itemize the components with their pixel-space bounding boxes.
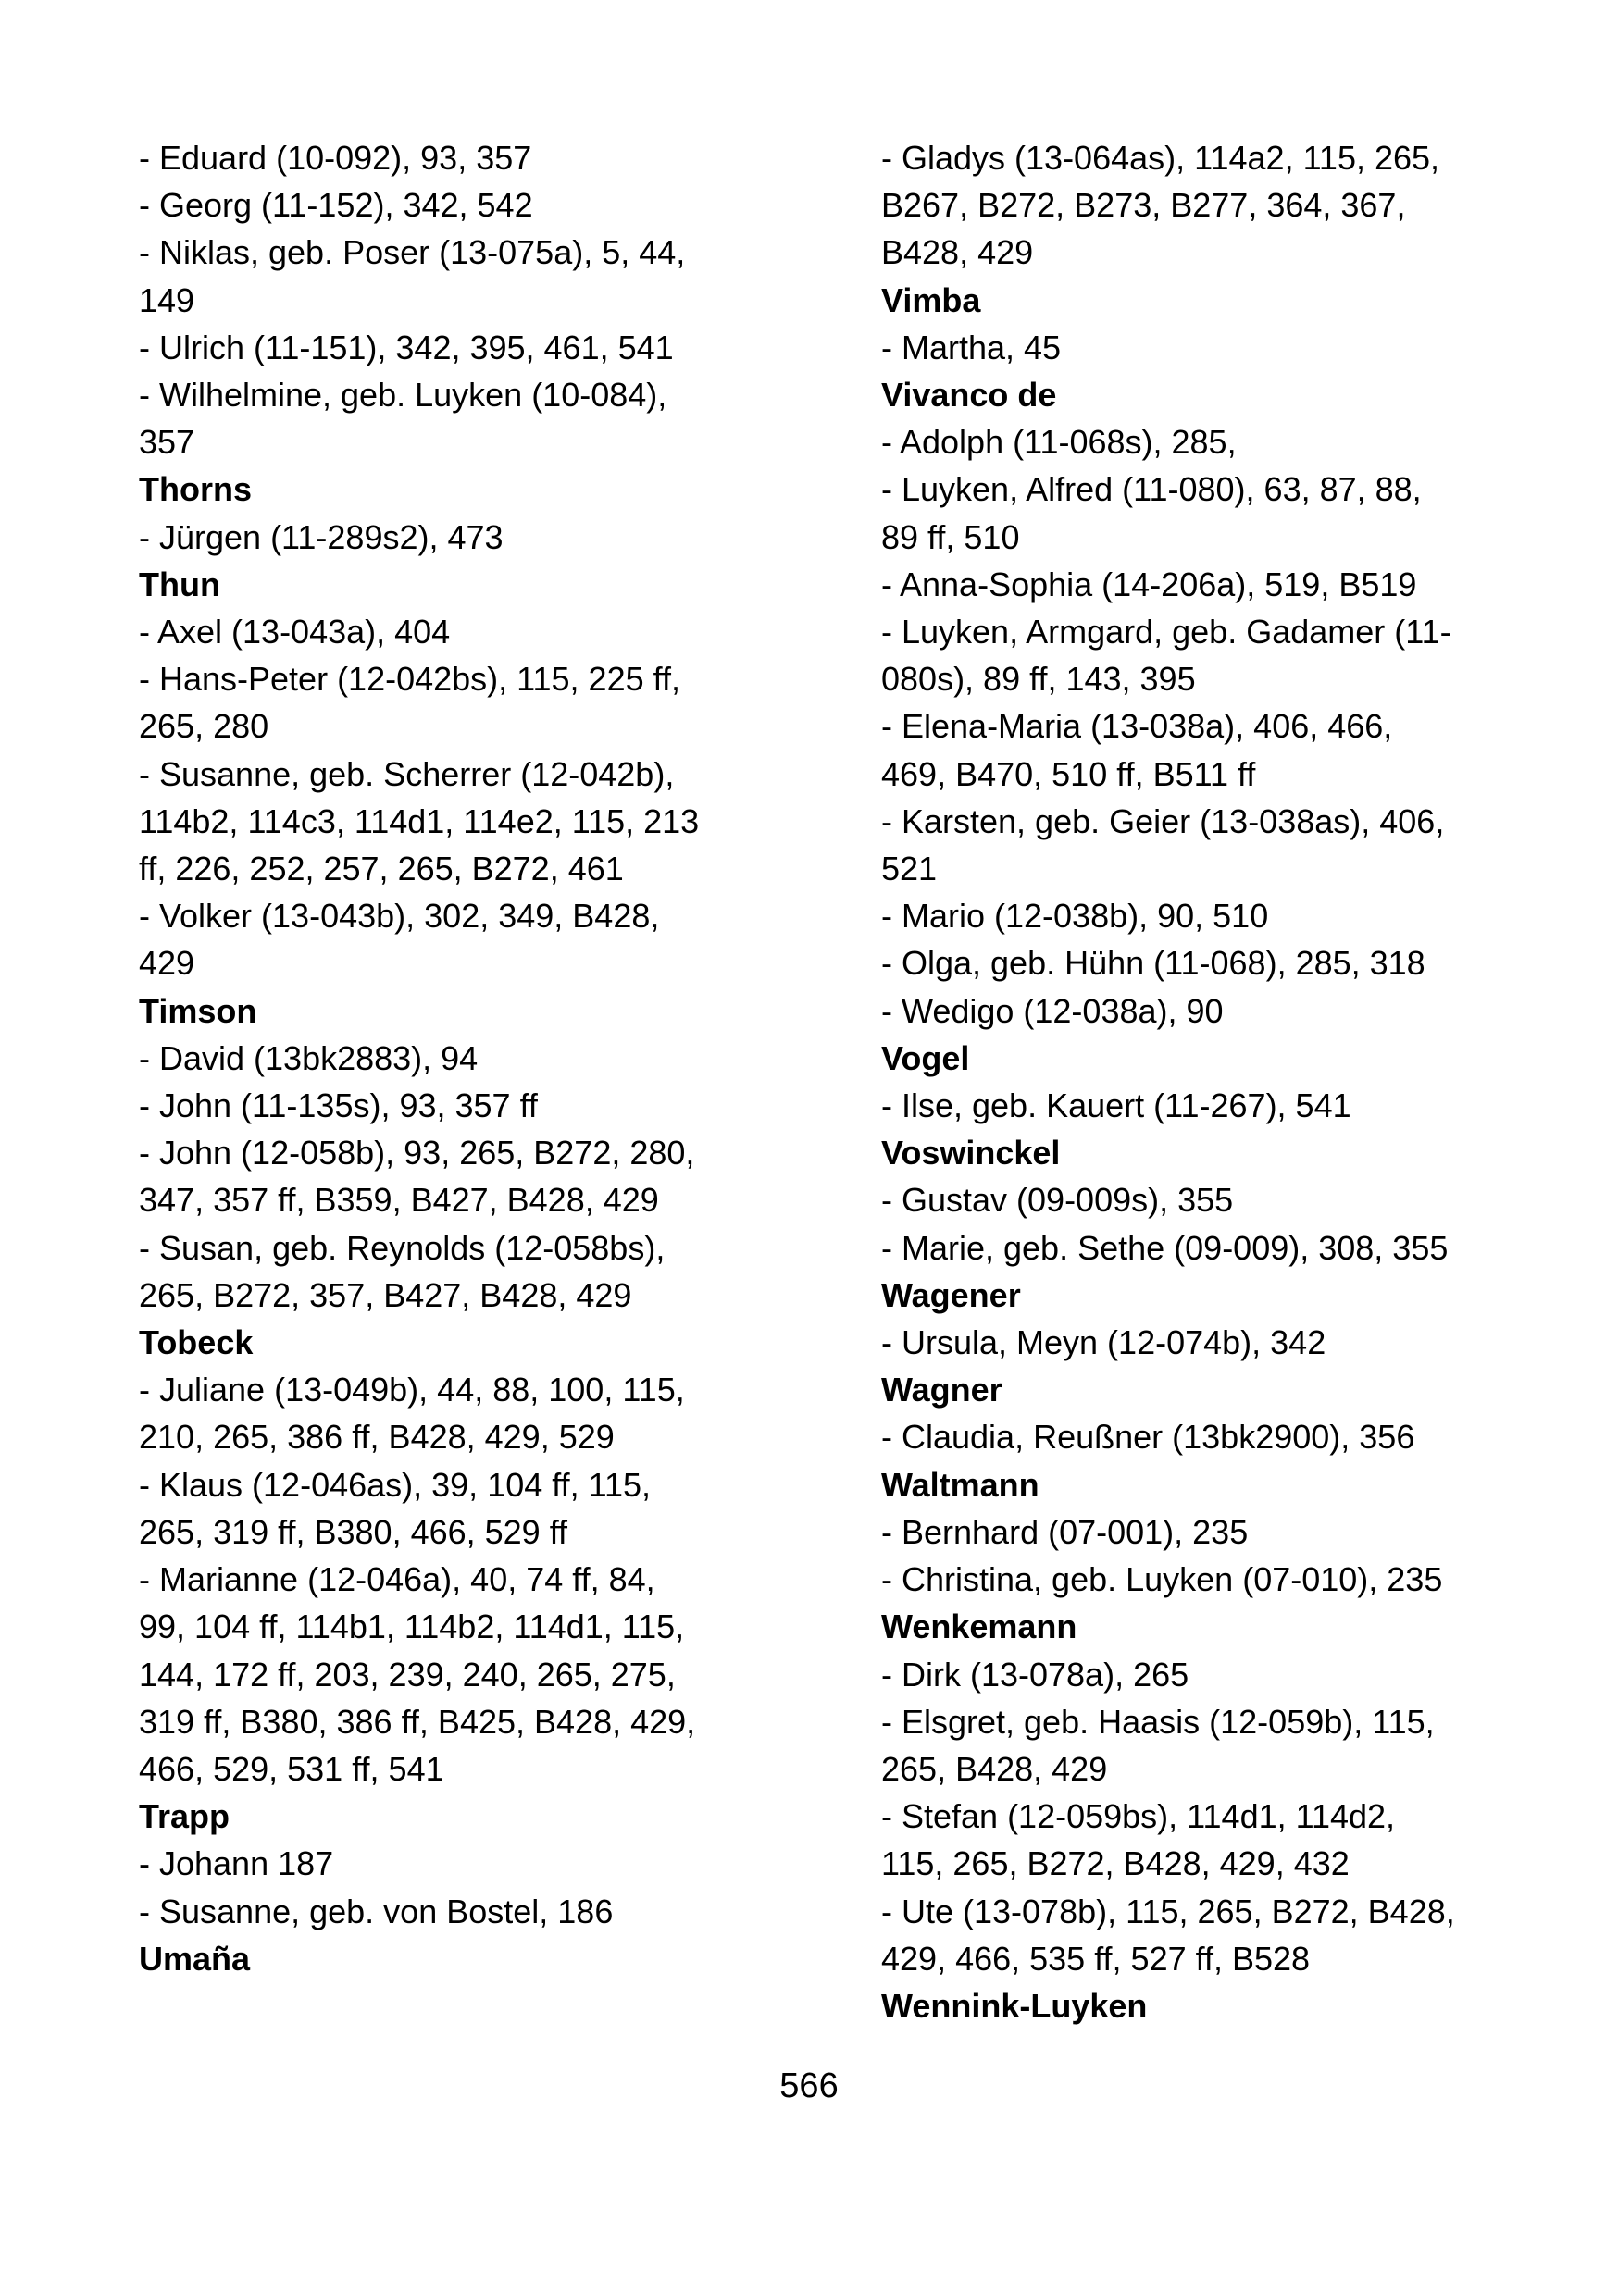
index-entry: - Dirk (13-078a), 265 bbox=[881, 1655, 1189, 1694]
index-entry: B267, B272, B273, B277, 364, 367, bbox=[881, 186, 1406, 225]
index-entry: - David (13bk2883), 94 bbox=[139, 1038, 479, 1077]
surname-heading: Vogel bbox=[881, 1038, 970, 1077]
index-entry: - Ilse, geb. Kauert (11-267), 541 bbox=[881, 1086, 1351, 1125]
surname-heading: Wagner bbox=[881, 1371, 1002, 1409]
surname-heading: Trapp bbox=[139, 1797, 230, 1836]
surname-heading: Vivanco de bbox=[881, 376, 1057, 415]
index-entry: - Gustav (09-009s), 355 bbox=[881, 1181, 1234, 1220]
surname-heading: Timson bbox=[139, 991, 257, 1030]
index-entry: 521 bbox=[881, 850, 938, 888]
index-entry: - Klaus (12-046as), 39, 104 ff, 115, bbox=[139, 1465, 652, 1504]
index-entry: 265, 319 ff, B380, 466, 529 ff bbox=[139, 1512, 568, 1551]
index-entry: - Wedigo (12-038a), 90 bbox=[881, 991, 1224, 1030]
index-entry: 429 bbox=[139, 944, 195, 983]
index-entry: - Stefan (12-059bs), 114d1, 114d2, bbox=[881, 1797, 1396, 1836]
index-entry: 149 bbox=[139, 280, 195, 319]
surname-heading: Vimba bbox=[881, 280, 981, 319]
index-entry: 357 bbox=[139, 423, 195, 462]
surname-heading: Thorns bbox=[139, 470, 252, 509]
index-entry: 210, 265, 386 ff, B428, 429, 529 bbox=[139, 1418, 615, 1457]
page-number: 566 bbox=[779, 2066, 839, 2105]
index-entry: - Elsgret, geb. Haasis (12-059b), 115, bbox=[881, 1702, 1435, 1741]
surname-heading: Wagener bbox=[881, 1275, 1021, 1314]
index-entry: 347, 357 ff, B359, B427, B428, 429 bbox=[139, 1181, 659, 1220]
index-entry: - Luyken, Alfred (11-080), 63, 87, 88, bbox=[881, 470, 1422, 509]
index-entry: - Marie, geb. Sethe (09-009), 308, 355 bbox=[881, 1228, 1449, 1267]
index-entry: - Ursula, Meyn (12-074b), 342 bbox=[881, 1323, 1326, 1362]
index-entry: 080s), 89 ff, 143, 395 bbox=[881, 660, 1196, 699]
index-entry: 466, 529, 531 ff, 541 bbox=[139, 1749, 444, 1788]
surname-heading: Umaña bbox=[139, 1939, 251, 1978]
index-entry: - Wilhelmine, geb. Luyken (10-084), bbox=[139, 376, 667, 415]
index-entry: - Hans-Peter (12-042bs), 115, 225 ff, bbox=[139, 660, 680, 699]
index-entry: - Axel (13-043a), 404 bbox=[139, 613, 451, 652]
index-entry: - Susan, geb. Reynolds (12-058bs), bbox=[139, 1228, 666, 1267]
index-entry: - Luyken, Armgard, geb. Gadamer (11- bbox=[881, 613, 1451, 652]
index-entry: - Susanne, geb. von Bostel, 186 bbox=[139, 1892, 614, 1930]
index-entry: - Adolph (11-068s), 285, bbox=[881, 423, 1237, 462]
index-entry: 115, 265, B272, B428, 429, 432 bbox=[881, 1844, 1350, 1883]
index-entry: - Susanne, geb. Scherrer (12-042b), bbox=[139, 754, 675, 793]
index-entry: - Volker (13-043b), 302, 349, B428, bbox=[139, 897, 660, 936]
index-entry: - Gladys (13-064as), 114a2, 115, 265, bbox=[881, 139, 1440, 177]
surname-heading: Thun bbox=[139, 565, 220, 603]
index-entry: 99, 104 ff, 114b1, 114b2, 114d1, 115, bbox=[139, 1607, 685, 1646]
index-entry: - Mario (12-038b), 90, 510 bbox=[881, 897, 1269, 936]
index-entry: ff, 226, 252, 257, 265, B272, 461 bbox=[139, 850, 624, 888]
index-entry: B428, 429 bbox=[881, 233, 1034, 272]
index-entry: - Marianne (12-046a), 40, 74 ff, 84, bbox=[139, 1560, 655, 1599]
index-entry: - Olga, geb. Hühn (11-068), 285, 318 bbox=[881, 944, 1425, 983]
index-entry: - Juliane (13-049b), 44, 88, 100, 115, bbox=[139, 1371, 685, 1409]
index-entry: 114b2, 114c3, 114d1, 114e2, 115, 213 bbox=[139, 801, 700, 840]
surname-heading: Voswinckel bbox=[881, 1134, 1061, 1173]
surname-heading: Wennink-Luyken bbox=[881, 1986, 1148, 2025]
index-entry: - Martha, 45 bbox=[881, 328, 1062, 366]
index-entry: - Anna-Sophia (14-206a), 519, B519 bbox=[881, 565, 1417, 603]
index-entry: - Christina, geb. Luyken (07-010), 235 bbox=[881, 1560, 1443, 1599]
index-column-left bbox=[139, 134, 750, 1982]
index-entry: - Georg (11-152), 342, 542 bbox=[139, 186, 533, 225]
index-entry: 319 ff, B380, 386 ff, B425, B428, 429, bbox=[139, 1702, 696, 1741]
index-entry: - John (12-058b), 93, 265, B272, 280, bbox=[139, 1134, 695, 1173]
index-entry: - Jürgen (11-289s2), 473 bbox=[139, 517, 504, 556]
index-entry: 429, 466, 535 ff, 527 ff, B528 bbox=[881, 1939, 1311, 1978]
surname-heading: Wenkemann bbox=[881, 1607, 1077, 1646]
index-entry: - Bernhard (07-001), 235 bbox=[881, 1512, 1249, 1551]
surname-heading: Waltmann bbox=[881, 1465, 1039, 1504]
index-entry: 265, B428, 429 bbox=[881, 1749, 1108, 1788]
index-entry: - Claudia, Reußner (13bk2900), 356 bbox=[881, 1418, 1415, 1457]
index-entry: - Eduard (10-092), 93, 357 bbox=[139, 139, 532, 177]
surname-heading: Tobeck bbox=[139, 1323, 254, 1362]
index-entry: - Elena-Maria (13-038a), 406, 466, bbox=[881, 707, 1393, 746]
index-entry: - Ute (13-078b), 115, 265, B272, B428, bbox=[881, 1892, 1455, 1930]
index-entry: - Karsten, geb. Geier (13-038as), 406, bbox=[881, 801, 1445, 840]
index-entry: 469, B470, 510 ff, B511 ff bbox=[881, 754, 1256, 793]
index-entry: - Johann 187 bbox=[139, 1844, 334, 1883]
index-entry: 144, 172 ff, 203, 239, 240, 265, 275, bbox=[139, 1655, 676, 1694]
index-entry: 265, B272, 357, B427, B428, 429 bbox=[139, 1275, 632, 1314]
index-entry: - Niklas, geb. Poser (13-075a), 5, 44, bbox=[139, 233, 686, 272]
index-entry: 89 ff, 510 bbox=[881, 517, 1020, 556]
index-entry: 265, 280 bbox=[139, 707, 269, 746]
index-entry: - John (11-135s), 93, 357 ff bbox=[139, 1086, 538, 1125]
index-column-right bbox=[881, 134, 1492, 2029]
index-entry: - Ulrich (11-151), 342, 395, 461, 541 bbox=[139, 328, 674, 366]
